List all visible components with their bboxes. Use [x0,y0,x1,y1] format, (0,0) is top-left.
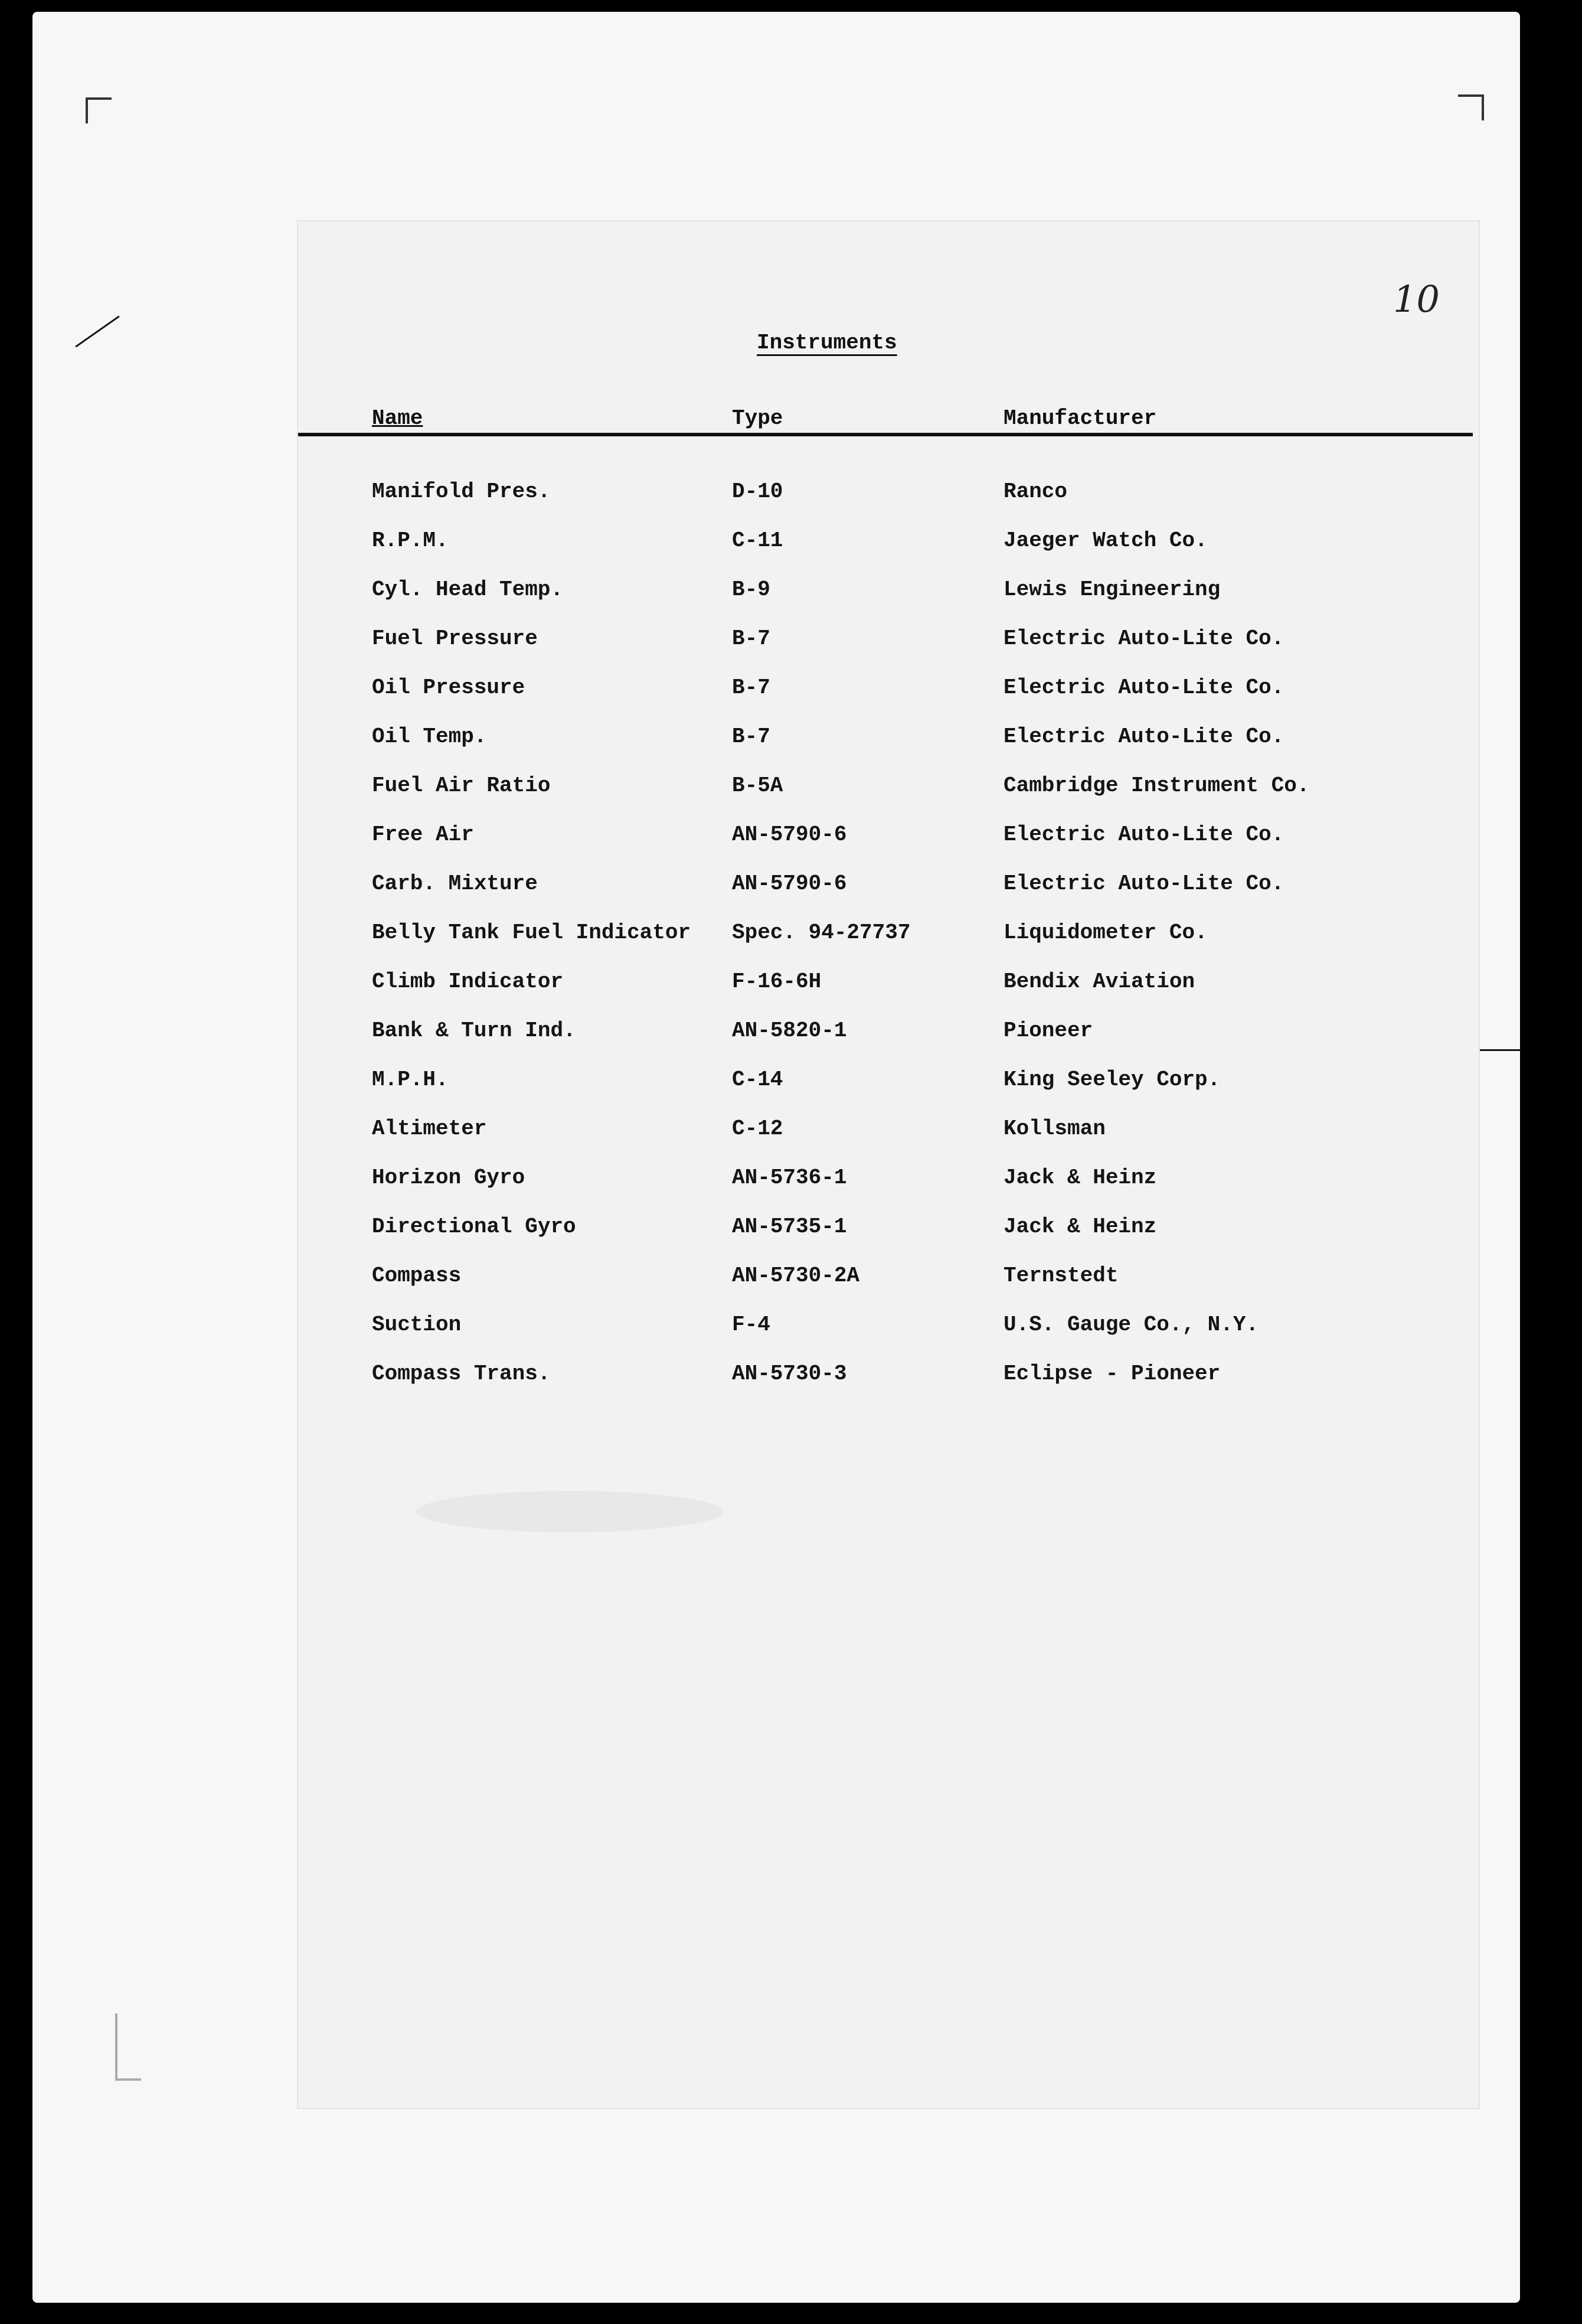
instrument-manufacturer: Bendix Aviation [1004,970,1195,994]
instrument-manufacturer: Ternstedt [1004,1264,1119,1288]
instrument-type: B-9 [732,577,770,602]
instrument-manufacturer: Eclipse - Pioneer [1004,1362,1221,1386]
instrument-manufacturer: Ranco [1004,479,1068,504]
instrument-type: AN-5790-6 [732,872,847,896]
table-row [0,1019,1582,1054]
instrument-type: B-7 [732,626,770,651]
instrument-type: C-11 [732,528,783,553]
instrument-manufacturer: Electric Auto-Lite Co. [1004,626,1284,651]
table-row [0,479,1582,515]
instrument-name: Climb Indicator [372,970,564,994]
column-header-manufacturer: Manufacturer [1004,406,1157,430]
instrument-name: Free Air [372,822,474,847]
table-row [0,577,1582,613]
instrument-name: Manifold Pres. [372,479,551,504]
instrument-name: Altimeter [372,1117,487,1141]
instrument-type: AN-5730-3 [732,1362,847,1386]
instrument-name: Cyl. Head Temp. [372,577,564,602]
table-row [0,872,1582,907]
instrument-manufacturer: Pioneer [1004,1019,1093,1043]
instrument-type: F-4 [732,1313,770,1337]
table-row [0,1068,1582,1103]
instrument-name: M.P.H. [372,1068,449,1092]
table-row [0,1362,1582,1397]
instrument-manufacturer: Lewis Engineering [1004,577,1221,602]
instrument-type: AN-5790-6 [732,822,847,847]
instrument-name: Directional Gyro [372,1215,576,1239]
instrument-name: Fuel Pressure [372,626,538,651]
instrument-name: R.P.M. [372,528,449,553]
instrument-manufacturer: Liquidometer Co. [1004,921,1208,945]
table-row [0,773,1582,809]
instrument-name: Bank & Turn Ind. [372,1019,576,1043]
instrument-name: Belly Tank Fuel Indicator [372,921,691,945]
table-row [0,675,1582,711]
table-row [0,1313,1582,1348]
instrument-type: B-7 [732,724,770,749]
instrument-manufacturer: Electric Auto-Lite Co. [1004,872,1284,896]
instrument-name: Oil Temp. [372,724,487,749]
instrument-type: AN-5730-2A [732,1264,860,1288]
instrument-manufacturer: Kollsman [1004,1117,1106,1141]
instrument-manufacturer: Jaeger Watch Co. [1004,528,1208,553]
instrument-name: Compass Trans. [372,1362,551,1386]
instrument-manufacturer: Cambridge Instrument Co. [1004,773,1310,798]
table-row [0,626,1582,662]
page-number: 10 [1393,278,1440,321]
column-header-name: Name [372,406,423,430]
instrument-type: Spec. 94-27737 [732,921,911,945]
table-row [0,970,1582,1005]
table-row [0,724,1582,760]
instrument-type: C-12 [732,1117,783,1141]
table-row [0,822,1582,858]
instrument-manufacturer: U.S. Gauge Co., N.Y. [1004,1313,1259,1337]
instrument-type: F-16-6H [732,970,822,994]
instrument-name: Suction [372,1313,462,1337]
instrument-type: B-7 [732,675,770,700]
instrument-type: AN-5736-1 [732,1166,847,1190]
instrument-manufacturer: Jack & Heinz [1004,1215,1157,1239]
table-row [0,1117,1582,1152]
table-row [0,1166,1582,1201]
instrument-name: Fuel Air Ratio [372,773,551,798]
instrument-manufacturer: Electric Auto-Lite Co. [1004,724,1284,749]
table-row [0,1215,1582,1250]
table-row [0,1264,1582,1299]
instrument-manufacturer: Electric Auto-Lite Co. [1004,822,1284,847]
instrument-manufacturer: Electric Auto-Lite Co. [1004,675,1284,700]
instrument-name: Horizon Gyro [372,1166,525,1190]
instrument-type: C-14 [732,1068,783,1092]
instrument-name: Carb. Mixture [372,872,538,896]
instrument-name: Compass [372,1264,462,1288]
instrument-type: AN-5820-1 [732,1019,847,1043]
instrument-type: D-10 [732,479,783,504]
instrument-name: Oil Pressure [372,675,525,700]
instrument-manufacturer: Jack & Heinz [1004,1166,1157,1190]
instrument-type: AN-5735-1 [732,1215,847,1239]
table-row [0,921,1582,956]
column-header-type: Type [732,406,783,430]
instrument-manufacturer: King Seeley Corp. [1004,1068,1221,1092]
document-title: Instruments [757,331,897,355]
table-row [0,528,1582,564]
instrument-type: B-5A [732,773,783,798]
